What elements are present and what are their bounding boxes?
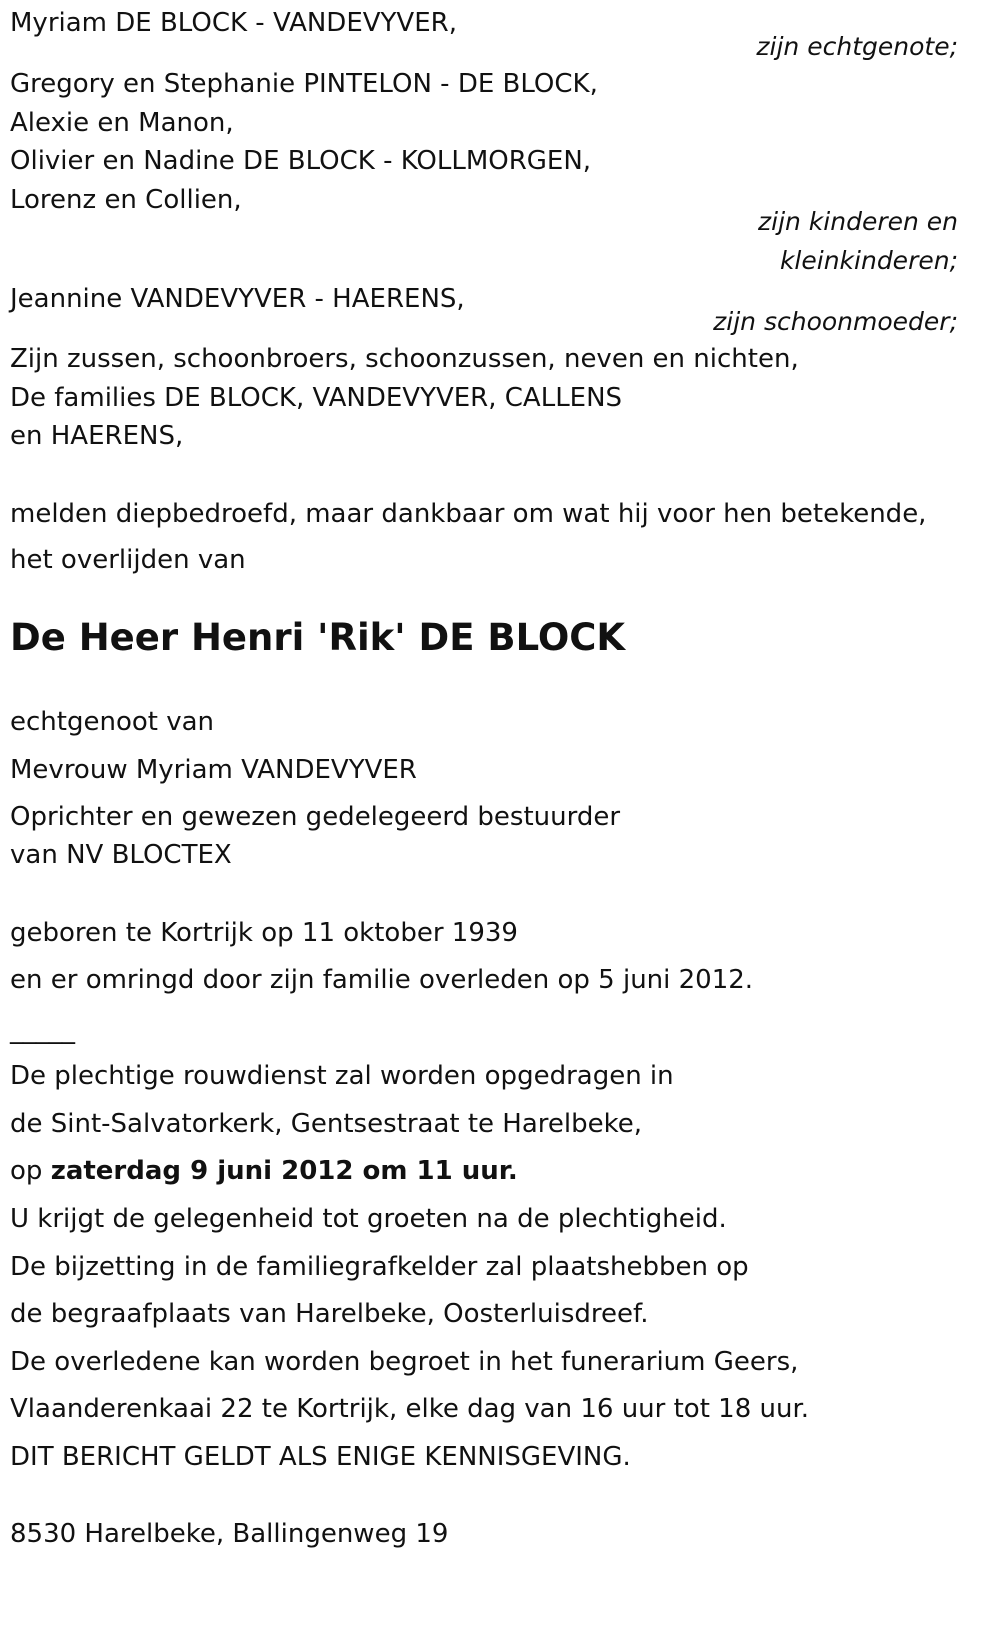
service-line: De bijzetting in de familiegrafkelder zal plaatshebben op xyxy=(10,1252,749,1282)
address-line: 8530 Harelbeke, Ballingenweg 19 xyxy=(10,1519,449,1549)
relatives-line: en HAERENS, xyxy=(10,421,184,451)
children-role: zijn kinderen en xyxy=(758,207,958,236)
child-line: Lorenz en Collien, xyxy=(10,185,242,215)
deceased-spouse: Mevrouw Myriam VANDEVYVER xyxy=(10,755,417,785)
mother-in-law-role: zijn schoonmoeder; xyxy=(713,307,958,336)
child-line: Alexie en Manon, xyxy=(10,108,234,138)
service-line: U krijgt de gelegenheid tot groeten na de plechtigheid. xyxy=(10,1204,727,1234)
deceased-title: Oprichter en gewezen gedelegeerd bestuurder xyxy=(10,802,621,832)
children-role: kleinkinderen; xyxy=(779,246,958,275)
spouse-name: Myriam DE BLOCK - VANDEVYVER, xyxy=(10,8,457,38)
service-line: de begraafplaats van Harelbeke, Oosterluisdreef. xyxy=(10,1299,649,1329)
deceased-name: De Heer Henri 'Rik' DE BLOCK xyxy=(10,616,626,659)
relation-line: echtgenoot van xyxy=(10,707,215,737)
announcement-line: het overlijden van xyxy=(10,545,246,575)
child-line: Gregory en Stephanie PINTELON - DE BLOCK, xyxy=(10,69,598,99)
spouse-role: zijn echtgenote; xyxy=(756,32,958,61)
service-date-line xyxy=(10,1156,518,1186)
service-line: Vlaanderenkaai 22 te Kortrijk, elke dag van 16 uur tot 18 uur. xyxy=(10,1394,810,1424)
relatives-line: Zijn zussen, schoonbroers, schoonzussen, neven en nichten, xyxy=(10,344,799,374)
announcement-line: melden diepbedroefd, maar dankbaar om wat hij voor hen betekende, xyxy=(10,499,927,529)
service-date: zaterdag 9 juni 2012 om 11 uur. xyxy=(50,1156,518,1186)
death-line: en er omringd door zijn familie overleden op 5 juni 2012. xyxy=(10,965,754,995)
service-line: de Sint-Salvatorkerk, Gentsestraat te Harelbeke, xyxy=(10,1109,642,1139)
child-line: Olivier en Nadine DE BLOCK - KOLLMORGEN, xyxy=(10,146,592,176)
service-date-prefix: op xyxy=(10,1156,51,1186)
mother-in-law-name: Jeannine VANDEVYVER - HAERENS, xyxy=(10,284,465,314)
birth-line: geboren te Kortrijk op 11 oktober 1939 xyxy=(10,918,518,948)
notice-line: DIT BERICHT GELDT ALS ENIGE KENNISGEVING. xyxy=(10,1442,631,1472)
relatives-line: De families DE BLOCK, VANDEVYVER, CALLENS xyxy=(10,383,623,413)
separator: _____ xyxy=(10,1015,75,1045)
deceased-title: van NV BLOCTEX xyxy=(10,840,232,870)
service-line: De plechtige rouwdienst zal worden opgedragen in xyxy=(10,1061,674,1091)
service-line: De overledene kan worden begroet in het funerarium Geers, xyxy=(10,1347,799,1377)
